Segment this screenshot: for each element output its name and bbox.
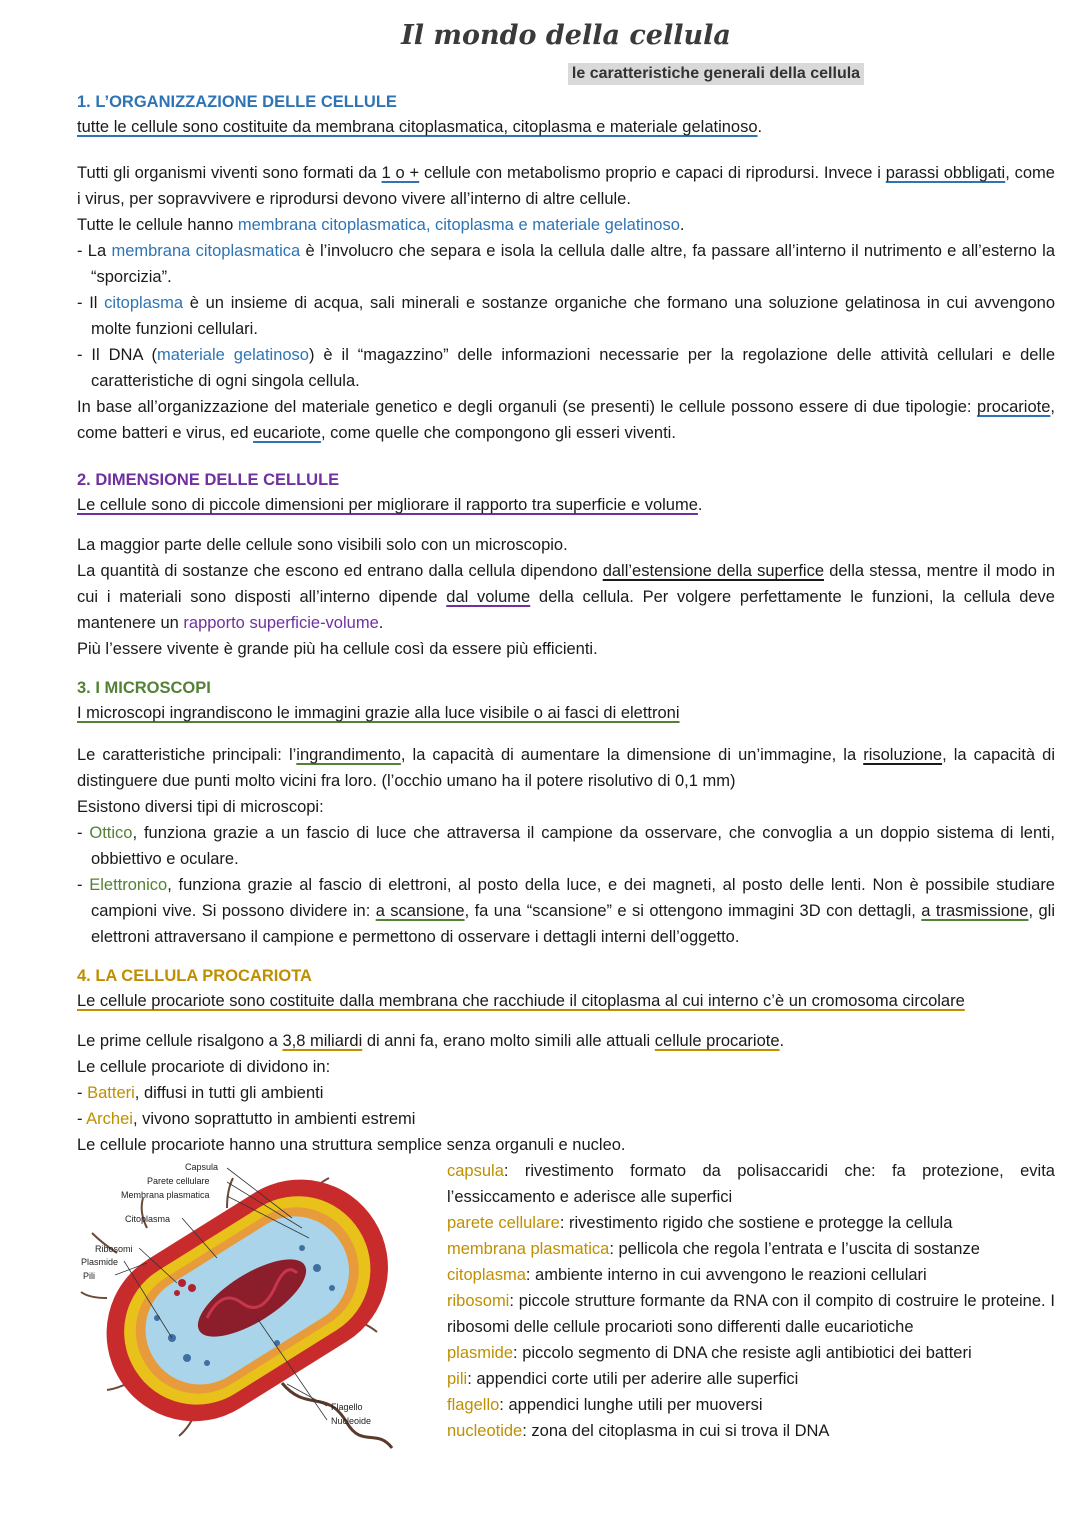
document-page <box>77 0 1055 1458</box>
legend-item: membrana plasmatica: pellicola che regola l’entrata e l’uscita di sostanze <box>447 1240 980 1258</box>
page-subtitle: le caratteristiche generali della cellula <box>568 63 864 85</box>
section-1-paragraph: In base all’organizzazione del materiale genetico e degli organuli (se presenti) le cellule possono essere di due tipologie: procariote, come batteri e virus, ed eucariote, come quelle che compongono gli esseri viventi. <box>77 398 1055 442</box>
section-2-summary: Le cellule sono di piccole dimensioni per migliorare il rapporto tra superficie e volume. <box>77 496 703 514</box>
label-nucleoide: Nucleoide <box>331 1416 372 1426</box>
label-parete: Parete cellulare <box>147 1176 210 1186</box>
section-1-summary: tutte le cellule sono costituite da membrana citoplasmatica, citoplasma e materiale gelatinoso. <box>77 118 763 136</box>
section-1-paragraph: Tutti gli organismi viventi sono formati da 1 o + cellule con metabolismo proprio e capaci di riprodursi. Invece i parassi obbligati, come i virus, per sopravvivere e riprodursi devono vivere all’interno di altre cellule. <box>77 164 1055 208</box>
section-2-paragraph: La quantità di sostanze che escono ed entrano dalla cellula dipendono dall’estensione della superfice della stessa, mentre il modo in cui i materiali sono disposti all’interno dipende dal volume della cellula. Per volgere perfettamente le funzioni, la cellula deve mantenere un rapporto superficie-volume. <box>77 562 1056 632</box>
list-item: - Ottico, funziona grazie a un fascio di luce che attraversa il campione da osservare, che convoglia a un doppio sistema di lenti, obbiettivo e oculare. <box>77 824 1055 868</box>
section-4-summary: Le cellule procariote sono costituite dalla membrana che racchiude il citoplasma al cui interno c’è un cromosoma circolare <box>77 992 965 1010</box>
section-1-heading: 1. L’ORGANIZZAZIONE DELLE CELLULE <box>77 93 397 111</box>
legend-item: flagello: appendici lunghe utili per muoversi <box>447 1396 763 1414</box>
label-capsula: Capsula <box>185 1162 219 1172</box>
label-pili: Pili <box>83 1271 96 1281</box>
section-2-paragraph: La maggior parte delle cellule sono visibili solo con un microscopio. <box>77 536 568 554</box>
list-item: - La membrana citoplasmatica è l’involucro che separa e isola la cellula dalle altre, fa passare all’interno il nutrimento e all’esterno la “sporcizia”. <box>77 242 1055 286</box>
section-1-paragraph: Tutte le cellule hanno membrana citoplasmatica, citoplasma e materiale gelatinoso. <box>77 216 685 234</box>
list-item: - Batteri, diffusi in tutti gli ambienti <box>77 1084 324 1102</box>
legend-item: plasmide: piccolo segmento di DNA che resiste agli antibiotici dei batteri <box>447 1344 972 1362</box>
figure-legend <box>447 1158 1055 1444</box>
section-3-summary: I microscopi ingrandiscono le immagini grazie alla luce visibile o ai fasci di elettroni <box>77 704 680 722</box>
section-4-paragraph: Le prime cellule risalgono a 3,8 miliardi di anni fa, erano molto simili alle attuali cellule procariote. <box>77 1032 785 1050</box>
list-item: - Elettronico, funziona grazie al fascio di elettroni, al posto della luce, e dei magneti, al posto delle lenti. Non è possibile studiare campioni vive. Si possono dividere in: a scansione, fa una “scansione” e si ottengono immagini 3D con dettagli, a trasmissione, gli elettroni attraversano il campione e permettono di osservare i dettagli interni dell’oggetto. <box>77 876 1055 946</box>
label-membrana: Membrana plasmatica <box>121 1190 210 1200</box>
label-flagello: Flagello <box>331 1402 363 1412</box>
list-item: - Il citoplasma è un insieme di acqua, sali minerali e sostanze organiche che formano una soluzione gelatinosa in cui avvengono molte funzioni cellulari. <box>77 294 1056 338</box>
section-4-heading: 4. LA CELLULA PROCARIOTA <box>77 967 312 985</box>
label-ribosomi: Ribosomi <box>95 1244 133 1254</box>
list-item: - Il DNA (materiale gelatinoso) è il “magazzino” delle informazioni necessarie per la regolazione delle attività cellulari e delle caratteristiche di ogni singola cellula. <box>77 346 1055 390</box>
section-2-paragraph: Più l’essere vivente è grande più ha cellule così da essere più efficienti. <box>77 640 598 658</box>
legend-item: nucleotide: zona del citoplasma in cui si trova il DNA <box>447 1422 830 1440</box>
prokaryote-figure-section <box>77 1158 1055 1458</box>
legend-item: capsula: rivestimento formato da polisaccaridi che: fa protezione, evita l’essiccamento e aderisce alle superfici <box>447 1162 1055 1206</box>
prokaryote-cell-diagram <box>77 1158 407 1458</box>
section-3-heading: 3. I MICROSCOPI <box>77 679 211 697</box>
section-4-paragraph: Le cellule procariote di dividono in: <box>77 1058 331 1076</box>
label-plasmide: Plasmide <box>81 1257 119 1267</box>
legend-item: parete cellulare: rivestimento rigido che sostiene e protegge la cellula <box>447 1214 953 1232</box>
list-item: - Archei, vivono soprattutto in ambienti estremi <box>77 1110 416 1128</box>
legend-item: pili: appendici corte utili per aderire alle superfici <box>447 1370 799 1388</box>
section-3-paragraph: Esistono diversi tipi di microscopi: <box>77 798 324 816</box>
legend-item: citoplasma: ambiente interno in cui avvengono le reazioni cellulari <box>447 1266 927 1284</box>
section-4-paragraph: Le cellule procariote hanno una struttura semplice senza organuli e nucleo. <box>77 1136 626 1154</box>
label-citoplasma: Citoplasma <box>125 1214 171 1224</box>
section-2-heading: 2. DIMENSIONE DELLE CELLULE <box>77 471 340 489</box>
legend-item: ribosomi: piccole strutture formante da RNA con il compito di costruire le proteine. I ribosomi delle cellule procarioti sono differenti dalle eucariotiche <box>447 1292 1055 1336</box>
page-title: Il mondo della cellula <box>401 20 731 51</box>
section-3-paragraph: Le caratteristiche principali: l’ingrandimento, la capacità di aumentare la dimensione di un’immagine, la risoluzione, la capacità di distinguere due punti molto vicini fra loro. (l’occhio umano ha il potere risolutivo di 0,1 mm) <box>77 746 1056 790</box>
